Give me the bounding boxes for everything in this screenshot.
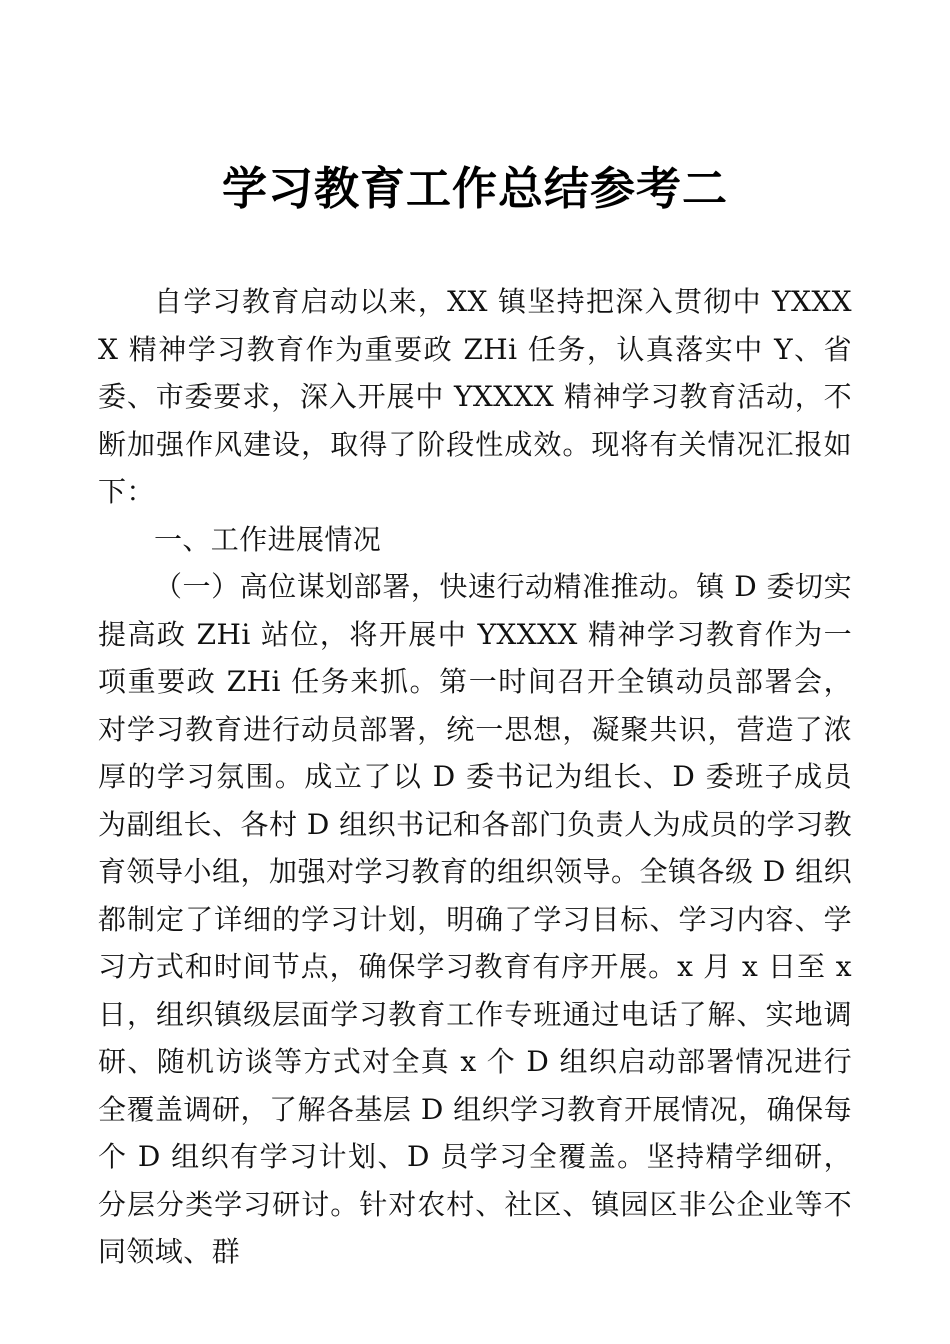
document-body: [98, 278, 852, 1276]
body-paragraph: （一）高位谋划部署，快速行动精准推动。镇 D 委切实提高政 ZHi 站位，将开展中 YXXXX 精神学习教育作为一项重要政 ZHi 任务来抓。第一时间召开全镇动员部署会，对学习教育进行动员部署，统一思想，凝聚共识，营造了浓厚的学习氛围。成立了以 D 委书记为组长、D 委班子成员为副组长、各村 D 组织书记和各部门负责人为成员的学习教育领导小组，加强对学习教育的组织领导。全镇各级 D 组织都制定了详细的学习计划，明确了学习目标、学习内容、学习方式和时间节点，确保学习教育有序开展。x 月 x 日至 x 日，组织镇级层面学习教育工作专班通过电话了解、实地调研、随机访谈等方式对全真 x 个 D 组织启动部署情况进行全覆盖调研，了解各基层 D 组织学习教育开展情况，确保每个 D 组织有学习计划、D 员学习全覆盖。坚持精学细研，分层分类学习研讨。针对农村、社区、镇园区非公企业等不同领域、群: [98, 570, 852, 1268]
section-heading: 一、工作进展情况: [154, 522, 382, 556]
document-title: 学习教育工作总结参考二: [221, 162, 728, 215]
body-paragraph: 自学习教育启动以来，XX 镇坚持把深入贯彻中 YXXXX 精神学习教育作为重要政 ZHi 任务，认真落实中 Y、省委、市委要求，深入开展中 YXXXX 精神学习教育活动，不断加强作风建设，取得了阶段性成效。现将有关情况汇报如下：: [98, 285, 852, 508]
